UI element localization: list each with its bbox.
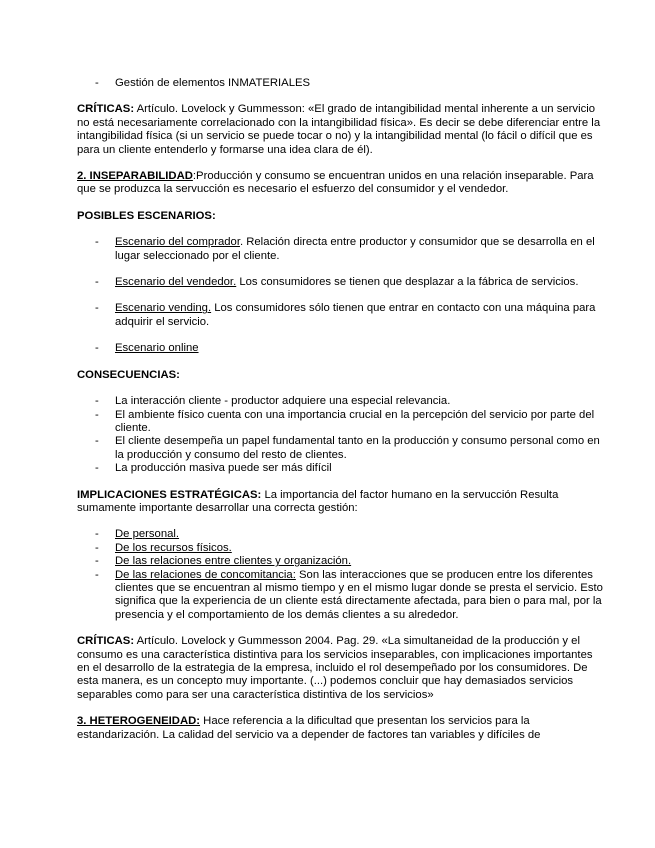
list-item: - El ambiente físico cuenta con una importancia crucial en la percepción del servicio por parte del cliente.: [95, 408, 595, 434]
list-item: - Gestión de elementos INMATERIALES: [95, 77, 311, 89]
criticas-paragraph-2: CRÍTICAS: Artículo. Lovelock y Gummesson 2004. Pag. 29. «La simultaneidad de la producción y el consumo es una característica distintiva para los servicios inseparables, con implicaciones importantes en el desarrollo de la estrategia de la empresa, incluido el rol desempeñado por los consumidores. De esta manera, es un concepto muy importante. (...) podemos concluir que hay demasiados servicios separables como para ser una característica distintiva de los servicios»: [77, 635, 593, 701]
list-item: - La producción masiva puede ser más difícil: [95, 462, 332, 475]
document-page: [77, 77, 607, 755]
criticas-paragraph-1: CRÍTICAS: Artículo. Lovelock y Gummesson: «El grado de intangibilidad mental inherente a un servicio no está necesariamente correlacionado con la intangibilidad física». Es decir se debe diferenciar entre la intangibilidad física (si un servicio se puede tocar o no) y la intangibilidad mental (lo fácil o difícil que es para un cliente entenderlo y formarse una idea clara de él).: [77, 103, 601, 156]
implicaciones-paragraph: IMPLICACIONES ESTRATÉGICAS: La importancia del factor humano en la servucción Resulta sumamente importante desarrollar una correcta gestión:: [77, 488, 559, 514]
list-item: - Escenario del vendedor. Los consumidores se tienen que desplazar a la fábrica de servicios.: [95, 276, 579, 289]
consecuencias-list: [77, 395, 607, 475]
list-item: - Escenario del comprador. Relación directa entre productor y consumidor que se desarrolla en el lugar seleccionado por el cliente.: [95, 236, 595, 262]
heterogeneidad-paragraph: 3. HETEROGENEIDAD: Hace referencia a la dificultad que presentan los servicios para la estandarización. La calidad del servicio va a depender de factores tan variables y difíciles de: [77, 715, 541, 741]
list-item: - El cliente desempeña un papel fundamental tanto en la producción y consumo personal como en la producción y consumo del resto de clientes.: [95, 435, 600, 461]
list-item: - Escenario online: [95, 342, 199, 355]
list-item: - De personal.: [95, 528, 180, 541]
implicaciones-list: [77, 528, 607, 622]
consecuencias-heading: CONSECUENCIAS:: [77, 368, 180, 381]
list-item: - De las relaciones entre clientes y organización.: [95, 555, 352, 568]
inseparabilidad-paragraph: 2. INSEPARABILIDAD:Producción y consumo se encuentran unidos en una relación inseparable. Para que se produzca la servucción es necesario el esfuerzo del consumidor y el vendedor.: [77, 170, 594, 196]
list-item: - De los recursos físicos.: [95, 541, 232, 554]
escenarios-list: [77, 236, 607, 355]
list-item: - La interacción cliente - productor adquiere una especial relevancia.: [95, 395, 451, 408]
top-bullet-list: [77, 77, 607, 90]
escenarios-heading: POSIBLES ESCENARIOS:: [77, 209, 216, 222]
list-item: - Escenario vending. Los consumidores sólo tienen que entrar en contacto con una máquina para adquirir el servicio.: [95, 302, 596, 328]
list-item: - De las relaciones de concomitancia: Son las interacciones que se producen entre los diferentes clientes que se encuentran al mismo tiempo y en el mismo lugar donde se presta el servicio. Esto significa que la experiencia de un cliente está directamente afectada, para bien o para mal, por la presencia y el comportamiento de los demás clientes a su alrededor.: [95, 568, 603, 621]
